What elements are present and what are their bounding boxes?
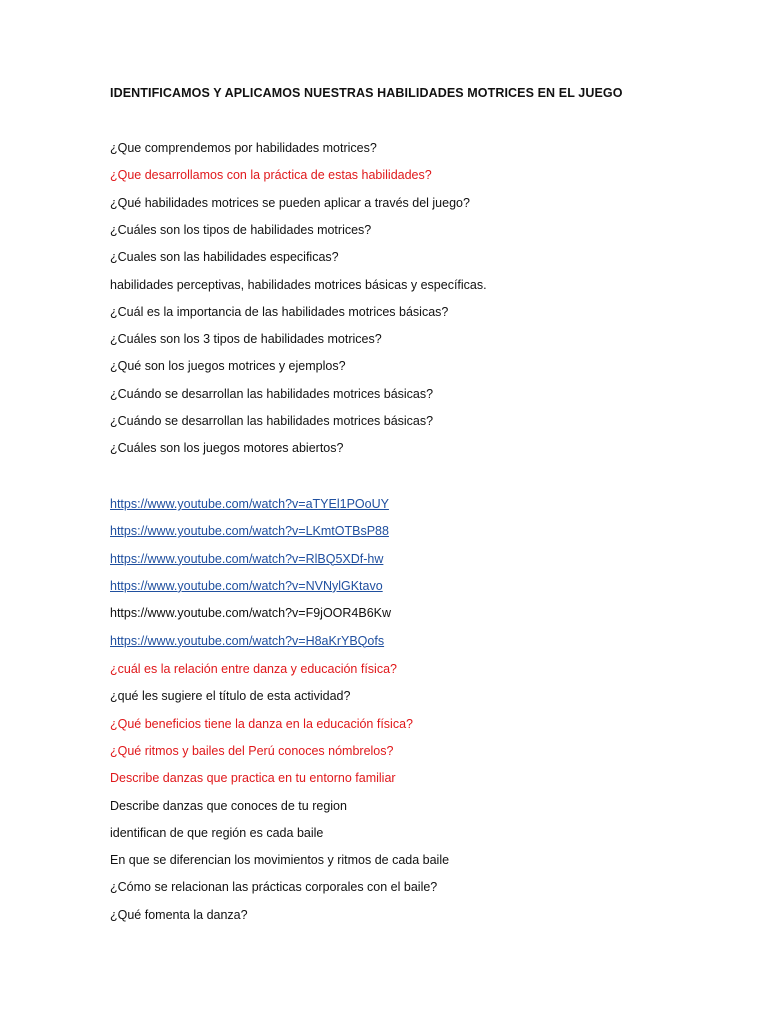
question-line: ¿Cuáles son los juegos motores abiertos?: [110, 441, 344, 456]
question-line: habilidades perceptivas, habilidades motrices básicas y específicas.: [110, 277, 487, 292]
question-line: ¿Cuándo se desarrollan las habilidades motrices básicas?: [110, 414, 434, 428]
youtube-link[interactable]: https://www.youtube.com/watch?v=aTYEl1POoUY: [110, 497, 389, 511]
question-line: ¿Cuáles son los tipos de habilidades motrices?: [110, 222, 372, 237]
youtube-link[interactable]: https://www.youtube.com/watch?v=H8aKrYBQofs: [110, 633, 385, 648]
question-line: Describe danzas que conoces de tu region: [110, 798, 347, 813]
question-line: ¿Qué beneficios tiene la danza en la educación física?: [110, 716, 413, 731]
youtube-link[interactable]: https://www.youtube.com/watch?v=LKmtOTBsP88: [110, 524, 389, 539]
question-line: ¿Que comprendemos por habilidades motrices?: [110, 141, 377, 155]
question-line: ¿Cuales son las habilidades especificas?: [110, 250, 339, 265]
document-title: IDENTIFICAMOS Y APLICAMOS NUESTRAS HABILIDADES MOTRICES EN EL JUEGO: [110, 86, 623, 100]
question-line: ¿Qué fomenta la danza?: [110, 907, 248, 922]
question-line: Describe danzas que practica en tu entorno familiar: [110, 771, 396, 786]
question-line: ¿Qué ritmos y bailes del Perú conoces nómbrelos?: [110, 743, 394, 758]
question-line: ¿cuál es la relación entre danza y educación física?: [110, 662, 397, 676]
question-line: ¿Cuándo se desarrollan las habilidades motrices básicas?: [110, 386, 434, 401]
question-line: ¿Cuáles son los 3 tipos de habilidades motrices?: [110, 332, 382, 347]
youtube-link[interactable]: https://www.youtube.com/watch?v=NVNylGKtavo: [110, 578, 383, 593]
youtube-link[interactable]: https://www.youtube.com/watch?v=RlBQ5XDf-hw: [110, 551, 384, 566]
question-line: ¿Cuál es la importancia de las habilidades motrices básicas?: [110, 304, 449, 319]
question-line: ¿Cómo se relacionan las prácticas corporales con el baile?: [110, 880, 438, 895]
question-line: ¿qué les sugiere el título de esta actividad?: [110, 689, 351, 704]
question-line: En que se diferencian los movimientos y ritmos de cada baile: [110, 853, 450, 868]
youtube-url-text: https://www.youtube.com/watch?v=F9jOOR4B6Kw: [110, 606, 392, 621]
question-line: ¿Qué son los juegos motrices y ejemplos?: [110, 359, 346, 374]
question-line: ¿Que desarrollamos con la práctica de estas habilidades?: [110, 168, 432, 183]
question-line: ¿Qué habilidades motrices se pueden aplicar a través del juego?: [110, 195, 470, 210]
question-line: identifican de que región es cada baile: [110, 825, 324, 840]
